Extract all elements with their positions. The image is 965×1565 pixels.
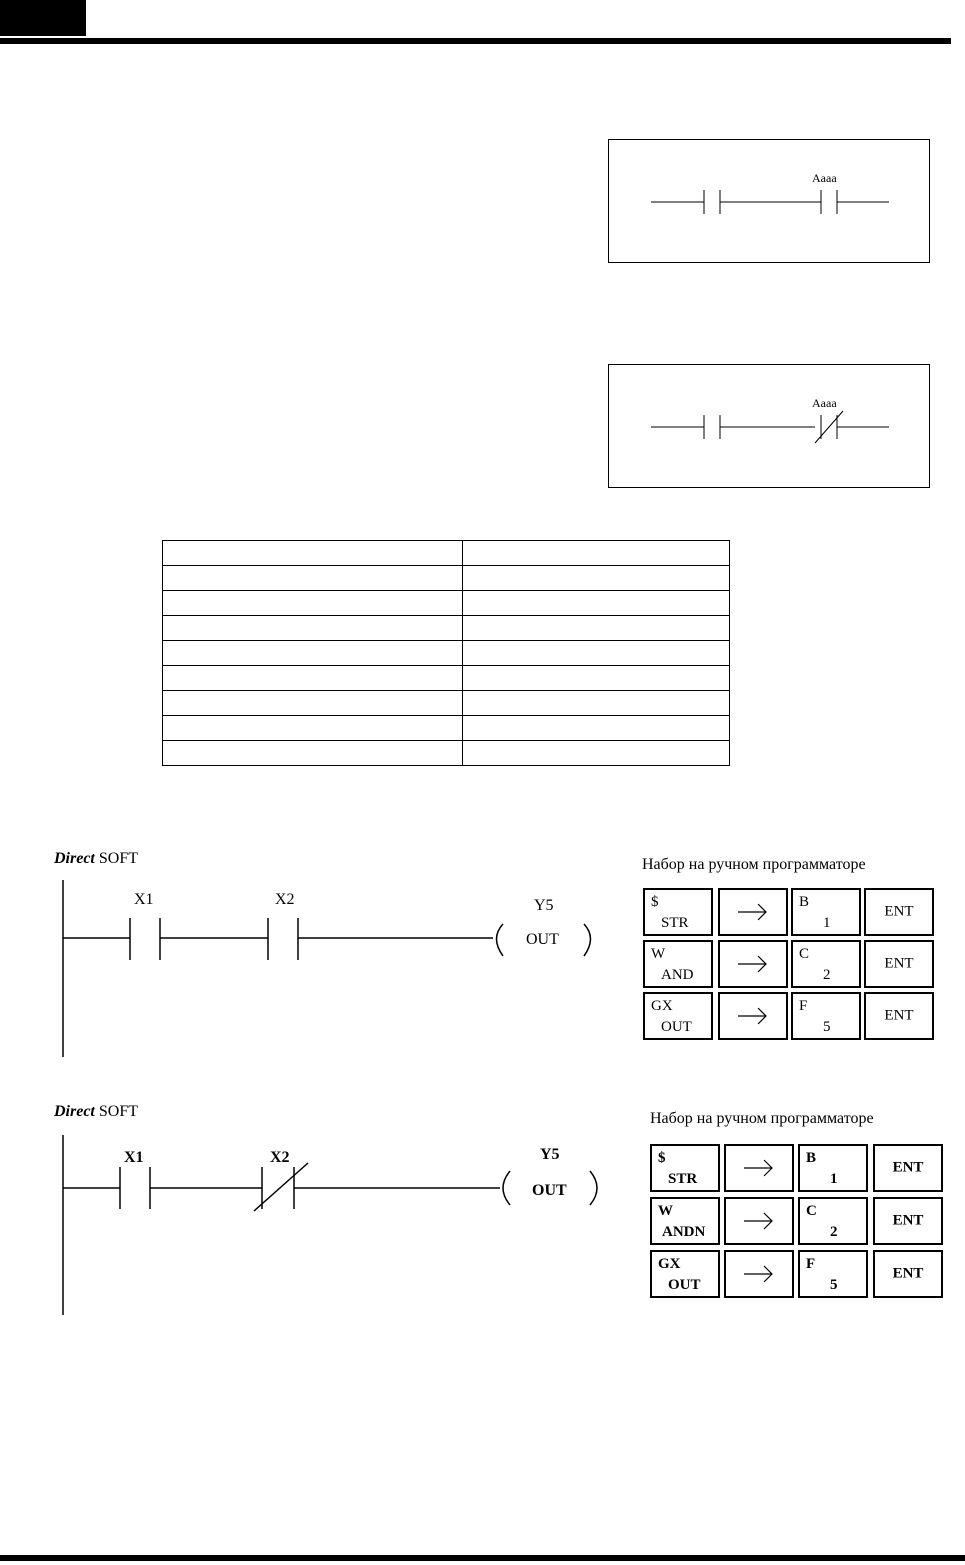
key-f5: F 5 xyxy=(791,992,861,1040)
brand-rest: SOFT xyxy=(98,850,138,867)
key-arrow xyxy=(718,992,788,1040)
table-cell xyxy=(163,616,463,641)
table-cell xyxy=(463,741,730,766)
table-row xyxy=(163,741,730,766)
key-b1: B 1 xyxy=(791,888,861,936)
contact-label: Aaaa xyxy=(812,171,837,185)
key-arrow xyxy=(718,888,788,936)
operand-table xyxy=(162,540,730,766)
arrow-right-icon xyxy=(726,1146,792,1190)
andn-contact-diagram xyxy=(608,364,930,488)
table-row xyxy=(163,641,730,666)
contact-x2-label: X2 xyxy=(270,1149,290,1166)
coil-address: Y5 xyxy=(534,897,554,914)
and-contact-symbol xyxy=(609,140,929,262)
key-ent: ENT xyxy=(864,940,934,988)
key-arrow xyxy=(724,1250,794,1298)
arrow-right-icon xyxy=(720,994,786,1038)
table-row xyxy=(163,566,730,591)
key-arrow xyxy=(718,940,788,988)
table-cell xyxy=(463,566,730,591)
arrow-right-icon xyxy=(720,890,786,934)
table-cell xyxy=(163,591,463,616)
table-cell xyxy=(163,741,463,766)
table-row xyxy=(163,591,730,616)
brand-rest: SOFT xyxy=(98,1103,138,1120)
and-contact-diagram xyxy=(608,139,930,263)
key-out: GX OUT xyxy=(643,992,713,1040)
table-cell xyxy=(463,591,730,616)
table-cell xyxy=(163,541,463,566)
contact-x2-label: X2 xyxy=(275,891,295,908)
key-ent: ENT xyxy=(873,1144,943,1192)
coil-label: OUT xyxy=(526,931,559,948)
key-arrow xyxy=(724,1197,794,1245)
contact-x1-label: X1 xyxy=(124,1149,144,1166)
table-cell xyxy=(463,691,730,716)
key-and: W AND xyxy=(643,940,713,988)
key-ent: ENT xyxy=(873,1250,943,1298)
table-row xyxy=(163,616,730,641)
arrow-right-icon xyxy=(720,942,786,986)
key-ent: ENT xyxy=(873,1197,943,1245)
table-cell xyxy=(463,541,730,566)
handheld-title: Набор на ручном программаторе xyxy=(650,1110,874,1127)
table-cell xyxy=(163,641,463,666)
directsoft-label xyxy=(54,850,138,868)
table-cell xyxy=(163,666,463,691)
directsoft-label xyxy=(54,1103,138,1121)
key-c2: C 2 xyxy=(798,1197,868,1245)
header-rule xyxy=(0,38,951,44)
table-row xyxy=(163,666,730,691)
table-row xyxy=(163,716,730,741)
ladder-diagram-andn xyxy=(0,1125,620,1320)
arrow-right-icon xyxy=(726,1199,792,1243)
coil-label: OUT xyxy=(532,1182,567,1199)
table-cell xyxy=(463,716,730,741)
key-str: $ STR xyxy=(643,888,713,936)
key-str: $ STR xyxy=(650,1144,720,1192)
contact-label: Aaaa xyxy=(812,396,837,410)
header-tab xyxy=(0,0,86,36)
key-andn: W ANDN xyxy=(650,1197,720,1245)
key-arrow xyxy=(724,1144,794,1192)
brand-italic: Direct xyxy=(54,850,95,867)
ladder-diagram-and xyxy=(0,870,620,1065)
table-row xyxy=(163,541,730,566)
coil-address: Y5 xyxy=(540,1146,560,1163)
arrow-right-icon xyxy=(726,1252,792,1296)
table-cell xyxy=(163,566,463,591)
key-out: GX OUT xyxy=(650,1250,720,1298)
brand-italic: Direct xyxy=(54,1103,95,1120)
footer-rule xyxy=(0,1555,965,1561)
key-b1: B 1 xyxy=(798,1144,868,1192)
key-c2: C 2 xyxy=(791,940,861,988)
table-row xyxy=(163,691,730,716)
table-cell xyxy=(463,616,730,641)
table-cell xyxy=(463,666,730,691)
table-cell xyxy=(163,716,463,741)
contact-x1-label: X1 xyxy=(134,891,154,908)
handheld-title: Набор на ручном программаторе xyxy=(642,856,866,873)
andn-contact-symbol xyxy=(609,365,929,487)
key-f5: F 5 xyxy=(798,1250,868,1298)
key-ent: ENT xyxy=(864,888,934,936)
key-ent: ENT xyxy=(864,992,934,1040)
table-cell xyxy=(463,641,730,666)
table-cell xyxy=(163,691,463,716)
